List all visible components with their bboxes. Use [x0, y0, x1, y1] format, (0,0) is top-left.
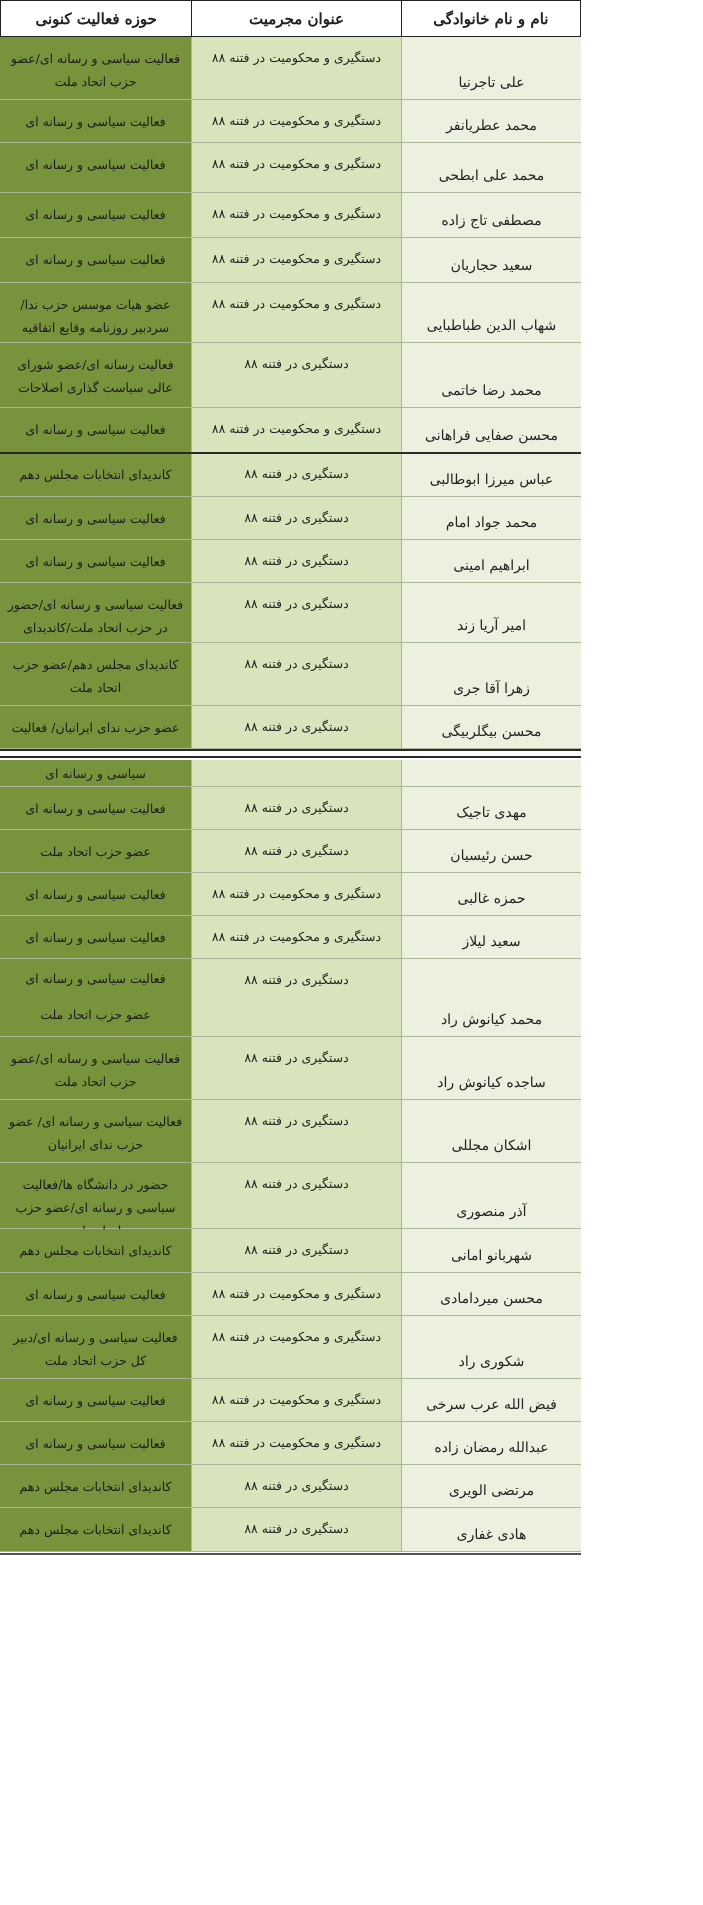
cell-activity: فعالیت سیاسی و رسانه ای	[0, 916, 191, 958]
cell-charge: دستگیری در فتنه ۸۸	[191, 583, 401, 642]
header-name: نام و نام خانوادگی	[401, 1, 580, 36]
table-row	[0, 643, 581, 706]
table-divider	[0, 749, 581, 751]
cell-name: زهرا آقا جری	[401, 643, 581, 705]
cell-charge: دستگیری و محکومیت در فتنه ۸۸	[191, 100, 401, 142]
table-row	[0, 497, 581, 540]
cell-name: عبدالله رمضان زاده	[401, 1422, 581, 1464]
cell-name: محسن میردامادی	[401, 1273, 581, 1315]
cell-charge: دستگیری و محکومیت در فتنه ۸۸	[191, 1422, 401, 1464]
cell-charge: دستگیری و محکومیت در فتنه ۸۸	[191, 143, 401, 192]
table-row	[0, 1100, 581, 1163]
cell-charge: دستگیری در فتنه ۸۸	[191, 830, 401, 872]
cell-activity: فعالیت سیاسی و رسانه ای/عضو حزب اتحاد ملت	[0, 37, 191, 99]
cell-charge: دستگیری در فتنه ۸۸	[191, 1163, 401, 1228]
table-row	[0, 408, 581, 453]
cell-charge: دستگیری و محکومیت در فتنه ۸۸	[191, 408, 401, 452]
cell-activity: فعالیت سیاسی و رسانه ای/حضور در حزب اتحاد ملت/کاندیدای	[0, 583, 191, 642]
cell-activity: کاندیدای انتخابات مجلس دهم	[0, 1508, 191, 1551]
table-row	[0, 1229, 581, 1273]
cell-charge: دستگیری در فتنه ۸۸	[191, 1508, 401, 1551]
cell-charge: دستگیری در فتنه ۸۸	[191, 1037, 401, 1099]
cell-charge: دستگیری در فتنه ۸۸	[191, 1229, 401, 1272]
cell-activity: فعالیت سیاسی و رسانه ای/ عضو حزب ندای ایرانیان	[0, 1100, 191, 1162]
cell-charge: دستگیری در فتنه ۸۸	[191, 959, 401, 1036]
cell-name: عباس میرزا ابوطالبی	[401, 453, 581, 496]
cell-name: مرتضی الویری	[401, 1465, 581, 1507]
table-row	[0, 1273, 581, 1316]
table-row	[0, 1316, 581, 1379]
cell-activity: کاندیدای مجلس دهم/عضو حزب اتحاد ملت	[0, 643, 191, 705]
cell-activity: فعالیت سیاسی و رسانه ای	[0, 540, 191, 582]
cell-name: فیض الله عرب سرخی	[401, 1379, 581, 1421]
table-row	[0, 540, 581, 583]
table-row	[0, 583, 581, 643]
cell-activity: فعالیت سیاسی و رسانه ای	[0, 787, 191, 829]
cell-activity: فعالیت سیاسی و رسانه ای/عضو حزب اتحاد ملت	[0, 1037, 191, 1099]
table-row	[0, 453, 581, 497]
table-row	[0, 1037, 581, 1100]
cell-charge: دستگیری و محکومیت در فتنه ۸۸	[191, 1379, 401, 1421]
cell-activity: عضو حزب اتحاد ملت	[0, 830, 191, 872]
table-row	[0, 238, 581, 283]
cell-charge: دستگیری در فتنه ۸۸	[191, 1465, 401, 1507]
table-row	[0, 760, 581, 787]
table-row	[0, 37, 581, 100]
cell-activity: فعالیت رسانه ای/عضو شورای عالی سیاست گذاری اصلاحات	[0, 343, 191, 407]
table-row	[0, 193, 581, 238]
table-divider	[0, 1553, 581, 1555]
cell-name: حسن رئیسیان	[401, 830, 581, 872]
cell-activity: فعالیت سیاسی و رسانه ای	[0, 1422, 191, 1464]
table-row	[0, 1422, 581, 1465]
cell-name: محمد جواد امام	[401, 497, 581, 539]
cell-name: سعید لیلاز	[401, 916, 581, 958]
table-row	[0, 343, 581, 408]
cell-name: مهدی تاجیک	[401, 787, 581, 829]
cell-activity: فعالیت سیاسی و رسانه ای	[0, 497, 191, 539]
cell-name: امیر آریا زند	[401, 583, 581, 642]
cell-charge: دستگیری در فتنه ۸۸	[191, 787, 401, 829]
table-header	[0, 0, 581, 37]
cell-charge: دستگیری در فتنه ۸۸	[191, 643, 401, 705]
cell-activity: کاندیدای انتخابات مجلس دهم	[0, 1465, 191, 1507]
table-divider	[0, 756, 581, 758]
cell-activity: کاندیدای انتخابات مجلس دهم	[0, 1229, 191, 1272]
table-row	[0, 1508, 581, 1552]
cell-name: محمد کیانوش راد	[401, 959, 581, 1036]
cell-name: شهاب الدین طباطبایی	[401, 283, 581, 342]
cell-activity: عضو هیات موسس حزب ندا/سردبیر روزنامه وقایع اتفاقیه	[0, 283, 191, 342]
cell-activity: فعالیت سیاسی و رسانه ای/دبیر کل حزب اتحاد ملت	[0, 1316, 191, 1378]
cell-charge: دستگیری در فتنه ۸۸	[191, 1100, 401, 1162]
cell-name: ساجده کیانوش راد	[401, 1037, 581, 1099]
cell-activity: فعالیت سیاسی و رسانه ای عضو حزب اتحاد ملت	[0, 959, 191, 1036]
cell-name: ابراهیم امینی	[401, 540, 581, 582]
cell-activity: فعالیت سیاسی و رسانه ای	[0, 100, 191, 142]
table-row	[0, 830, 581, 873]
cell-name: هادی غفاری	[401, 1508, 581, 1551]
cell-activity: فعالیت سیاسی و رسانه ای	[0, 873, 191, 915]
cell-activity: فعالیت سیاسی و رسانه ای	[0, 193, 191, 237]
cell-name: مصطفی تاج زاده	[401, 193, 581, 237]
cell-charge: دستگیری و محکومیت در فتنه ۸۸	[191, 916, 401, 958]
header-activity: حوزه فعالیت کنونی	[35, 9, 157, 28]
table-row	[0, 916, 581, 959]
table-row	[0, 787, 581, 830]
table-row	[0, 1465, 581, 1508]
cell-name: محمد رضا خاتمی	[401, 343, 581, 407]
cell-charge: دستگیری و محکومیت در فتنه ۸۸	[191, 193, 401, 237]
cell-name: محسن بیگلربیگی	[401, 706, 581, 748]
cell-activity: کاندیدای انتخابات مجلس دهم	[0, 453, 191, 496]
table-row	[0, 1163, 581, 1229]
table-row	[0, 706, 581, 749]
cell-charge: دستگیری و محکومیت در فتنه ۸۸	[191, 1273, 401, 1315]
cell-activity: عضو حزب ندای ایرانیان/ فعالیت	[0, 706, 191, 748]
table-row	[0, 143, 581, 193]
cell-activity: سیاسی و رسانه ای	[0, 760, 191, 786]
table-row	[0, 1379, 581, 1422]
table-row	[0, 283, 581, 343]
cell-charge	[191, 760, 401, 786]
cell-name: محسن صفایی فراهانی	[401, 408, 581, 452]
cell-activity: حضور در دانشگاه ها/فعالیت سیاسی و رسانه ای/عضو حزب	[0, 1163, 191, 1228]
cell-charge: دستگیری و محکومیت در فتنه ۸۸	[191, 873, 401, 915]
cell-name: شهربانو امانی	[401, 1229, 581, 1272]
cell-name: علی تاجرنیا	[401, 37, 581, 99]
cell-charge: دستگیری و محکومیت در فتنه ۸۸	[191, 37, 401, 99]
cell-name	[401, 760, 581, 786]
cell-charge: دستگیری در فتنه ۸۸	[191, 540, 401, 582]
table-row	[0, 959, 581, 1037]
header-charge: عنوان مجرمیت	[191, 1, 400, 36]
table-divider	[0, 452, 581, 454]
cell-name: محمد عطریانفر	[401, 100, 581, 142]
cell-activity: فعالیت سیاسی و رسانه ای	[0, 1379, 191, 1421]
cell-activity: فعالیت سیاسی و رسانه ای	[0, 408, 191, 452]
cell-name: سعید حجاریان	[401, 238, 581, 282]
cell-name: حمزه غالبی	[401, 873, 581, 915]
cell-charge: دستگیری در فتنه ۸۸	[191, 343, 401, 407]
table-row	[0, 100, 581, 143]
cell-name: محمد علی ابطحی	[401, 143, 581, 192]
cell-charge: دستگیری در فتنه ۸۸	[191, 453, 401, 496]
cell-activity: فعالیت سیاسی و رسانه ای	[0, 238, 191, 282]
cell-activity: فعالیت سیاسی و رسانه ای	[0, 1273, 191, 1315]
cell-charge: دستگیری و محکومیت در فتنه ۸۸	[191, 238, 401, 282]
cell-charge: دستگیری در فتنه ۸۸	[191, 706, 401, 748]
cell-name: شکوری راد	[401, 1316, 581, 1378]
table-row	[0, 873, 581, 916]
cell-charge: دستگیری در فتنه ۸۸	[191, 497, 401, 539]
cell-name: آذر منصوری	[401, 1163, 581, 1228]
cell-activity: فعالیت سیاسی و رسانه ای	[0, 143, 191, 192]
cell-name: اشکان مجللی	[401, 1100, 581, 1162]
cell-charge: دستگیری و محکومیت در فتنه ۸۸	[191, 1316, 401, 1378]
cell-charge: دستگیری و محکومیت در فتنه ۸۸	[191, 283, 401, 342]
